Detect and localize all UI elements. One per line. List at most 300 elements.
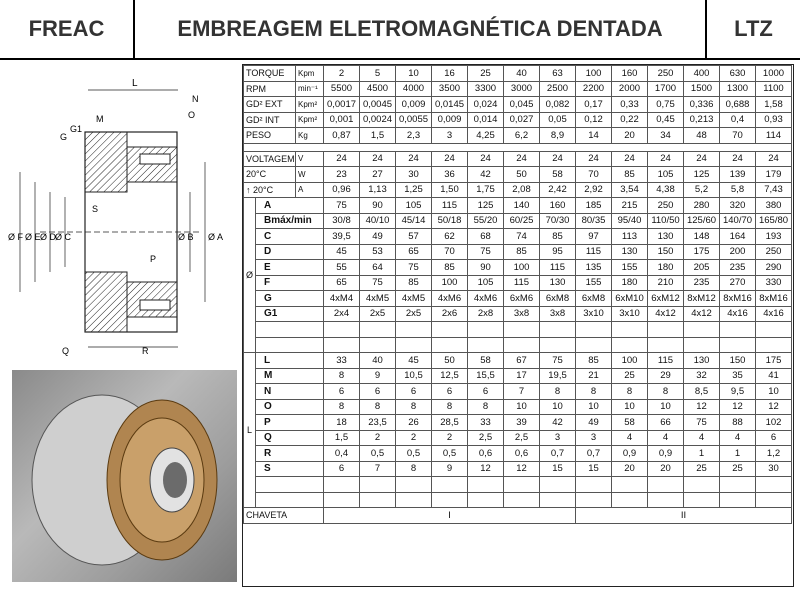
length-value: 4 xyxy=(684,430,720,446)
length-value: 6 xyxy=(756,430,792,446)
electrical-value: 70 xyxy=(576,167,612,183)
spec-label: PESO xyxy=(244,128,296,144)
diameter-value: 49 xyxy=(360,229,396,245)
length-value: 0,7 xyxy=(540,446,576,462)
dim-Q: Q xyxy=(62,346,70,356)
diameter-value: 135 xyxy=(576,260,612,276)
diameter-value: 64 xyxy=(360,260,396,276)
diameter-value: 105 xyxy=(468,275,504,291)
spec-value: 0,336 xyxy=(684,97,720,113)
length-value: 18 xyxy=(324,415,360,431)
length-value: 15 xyxy=(576,461,612,477)
diameter-value: 185 xyxy=(576,198,612,214)
length-value: 12 xyxy=(720,399,756,415)
length-value: 8 xyxy=(540,384,576,400)
length-value: 88 xyxy=(720,415,756,431)
spec-unit: Kpm² xyxy=(296,97,324,113)
length-label: M xyxy=(256,368,324,384)
electrical-value: 36 xyxy=(432,167,468,183)
length-value: 20 xyxy=(612,461,648,477)
diameter-value: 330 xyxy=(756,275,792,291)
spec-value: 70 xyxy=(720,128,756,144)
length-value: 2,5 xyxy=(468,430,504,446)
spec-value: 2200 xyxy=(576,81,612,97)
length-value: 6 xyxy=(468,384,504,400)
dim-F: Ø F xyxy=(8,232,23,242)
blank-cell xyxy=(540,337,576,353)
blank-cell xyxy=(396,477,432,493)
length-value: 3 xyxy=(576,430,612,446)
spec-value: 0,027 xyxy=(504,112,540,128)
length-value: 42 xyxy=(540,415,576,431)
spec-value: 20 xyxy=(612,128,648,144)
diameter-value: 130 xyxy=(540,275,576,291)
diameter-label: E xyxy=(256,260,324,276)
diameter-value: 6xM8 xyxy=(540,291,576,307)
spec-value: 3000 xyxy=(504,81,540,97)
diameter-label: F xyxy=(256,275,324,291)
table-row xyxy=(244,275,792,291)
dim-E: Ø E xyxy=(25,232,41,242)
diameter-value: 40/10 xyxy=(360,213,396,229)
length-value: 100 xyxy=(612,353,648,369)
blank-cell xyxy=(540,322,576,338)
blank-cell xyxy=(468,492,504,508)
blank-cell xyxy=(648,492,684,508)
diameter-value: 85 xyxy=(504,244,540,260)
length-value: 8 xyxy=(648,384,684,400)
length-label: R xyxy=(256,446,324,462)
diameter-value: 97 xyxy=(576,229,612,245)
electrical-value: 125 xyxy=(684,167,720,183)
diameter-value: 60/25 xyxy=(504,213,540,229)
length-value: 8,5 xyxy=(684,384,720,400)
electrical-value: 5,8 xyxy=(720,182,756,198)
torque-value: 25 xyxy=(468,66,504,82)
electrical-value: 7,43 xyxy=(756,182,792,198)
electrical-value: 24 xyxy=(720,151,756,167)
table-row xyxy=(244,446,792,462)
brand-name: FREAC xyxy=(0,0,135,58)
blank-cell xyxy=(468,477,504,493)
diameter-value: 105 xyxy=(396,198,432,214)
spec-value: 34 xyxy=(648,128,684,144)
diameter-value: 2x4 xyxy=(324,306,360,322)
table-row xyxy=(244,492,792,508)
spec-value: 0,688 xyxy=(720,97,756,113)
length-value: 12 xyxy=(468,461,504,477)
length-value: 23,5 xyxy=(360,415,396,431)
blank-cell xyxy=(720,337,756,353)
length-value: 25 xyxy=(720,461,756,477)
electrical-value: 24 xyxy=(648,151,684,167)
blank-cell xyxy=(756,477,792,493)
dim-B: Ø B xyxy=(178,232,194,242)
diameter-value: 75 xyxy=(468,244,504,260)
spec-value: 2,3 xyxy=(396,128,432,144)
length-value: 10 xyxy=(648,399,684,415)
diameter-value: 235 xyxy=(720,260,756,276)
length-value: 85 xyxy=(576,353,612,369)
length-value: 10 xyxy=(612,399,648,415)
blank-cell xyxy=(756,492,792,508)
diameter-value: 113 xyxy=(612,229,648,245)
blank-cell xyxy=(324,492,360,508)
diameter-value: 6xM6 xyxy=(504,291,540,307)
length-value: 12 xyxy=(756,399,792,415)
length-label: L xyxy=(256,353,324,369)
length-value: 25 xyxy=(684,461,720,477)
table-row xyxy=(244,477,792,493)
electrical-value: 50 xyxy=(504,167,540,183)
electrical-label: ↑ 20°C xyxy=(244,182,296,198)
length-value: 0,6 xyxy=(468,446,504,462)
spec-value: 0,4 xyxy=(720,112,756,128)
electrical-value: 24 xyxy=(360,151,396,167)
length-value: 115 xyxy=(648,353,684,369)
diameter-value: 180 xyxy=(612,275,648,291)
spec-unit: Kg xyxy=(296,128,324,144)
spec-table xyxy=(242,64,794,587)
length-value: 9 xyxy=(360,368,396,384)
length-value: 8 xyxy=(432,399,468,415)
length-value: 1,2 xyxy=(756,446,792,462)
blank-cell xyxy=(256,492,324,508)
chaveta-label: CHAVETA xyxy=(244,508,324,524)
spec-label: GD² EXT xyxy=(244,97,296,113)
spec-value: 0,0145 xyxy=(432,97,468,113)
blank-cell xyxy=(504,337,540,353)
torque-value: 400 xyxy=(684,66,720,82)
blank-cell xyxy=(432,492,468,508)
chaveta-type-1: I xyxy=(324,508,576,524)
diameter-value: 50/18 xyxy=(432,213,468,229)
table-row xyxy=(244,306,792,322)
length-value: 2 xyxy=(360,430,396,446)
length-value: 67 xyxy=(504,353,540,369)
length-value: 40 xyxy=(360,353,396,369)
length-value: 2,5 xyxy=(504,430,540,446)
blank-cell xyxy=(396,322,432,338)
length-value: 39 xyxy=(504,415,540,431)
electrical-unit: W xyxy=(296,167,324,183)
diameter-value: 57 xyxy=(396,229,432,245)
diameter-value: 65 xyxy=(324,275,360,291)
spec-value: 1500 xyxy=(684,81,720,97)
diameter-value: 100 xyxy=(432,275,468,291)
length-value: 75 xyxy=(540,353,576,369)
diameter-value: 70/30 xyxy=(540,213,576,229)
length-value: 35 xyxy=(720,368,756,384)
length-value: 6 xyxy=(360,384,396,400)
electrical-value: 5,2 xyxy=(684,182,720,198)
spec-value: 0,87 xyxy=(324,128,360,144)
blank-cell xyxy=(612,322,648,338)
length-value: 0,5 xyxy=(396,446,432,462)
diameter-value: 53 xyxy=(360,244,396,260)
length-value: 10 xyxy=(576,399,612,415)
length-value: 7 xyxy=(504,384,540,400)
blank-cell xyxy=(648,477,684,493)
spec-grid xyxy=(243,65,792,524)
spec-value: 8,9 xyxy=(540,128,576,144)
length-value: 20 xyxy=(648,461,684,477)
diameter-value: 2x8 xyxy=(468,306,504,322)
spec-value: 0,45 xyxy=(648,112,684,128)
length-value: 33 xyxy=(324,353,360,369)
electrical-value: 23 xyxy=(324,167,360,183)
length-value: 50 xyxy=(432,353,468,369)
table-row xyxy=(244,198,792,214)
torque-value: 250 xyxy=(648,66,684,82)
blank-cell xyxy=(540,492,576,508)
electrical-value: 58 xyxy=(540,167,576,183)
electrical-value: 30 xyxy=(396,167,432,183)
length-value: 58 xyxy=(468,353,504,369)
diameter-value: 3x10 xyxy=(576,306,612,322)
length-value: 12 xyxy=(684,399,720,415)
diameter-value: 148 xyxy=(684,229,720,245)
diameter-value: 235 xyxy=(684,275,720,291)
diameter-value: 6xM10 xyxy=(612,291,648,307)
length-value: 1,5 xyxy=(324,430,360,446)
diameter-value: 4x12 xyxy=(648,306,684,322)
diameter-value: 95 xyxy=(540,244,576,260)
spec-value: 48 xyxy=(684,128,720,144)
blank-cell xyxy=(648,337,684,353)
diameter-value: 90 xyxy=(468,260,504,276)
length-value: 6 xyxy=(396,384,432,400)
length-value: 6 xyxy=(324,384,360,400)
length-value: 8 xyxy=(324,368,360,384)
diameter-value: 125 xyxy=(468,198,504,214)
table-row xyxy=(244,128,792,144)
electrical-value: 2,08 xyxy=(504,182,540,198)
dim-O: O xyxy=(188,110,196,120)
length-value: 45 xyxy=(396,353,432,369)
length-value: 33 xyxy=(468,415,504,431)
electrical-value: 105 xyxy=(648,167,684,183)
blank-cell xyxy=(324,337,360,353)
length-value: 28,5 xyxy=(432,415,468,431)
diameter-value: 180 xyxy=(648,260,684,276)
spec-value: 4,25 xyxy=(468,128,504,144)
spec-value: 0,93 xyxy=(756,112,792,128)
diameter-value: 155 xyxy=(576,275,612,291)
blank-cell xyxy=(756,337,792,353)
diameter-value: 115 xyxy=(540,260,576,276)
torque-value: 1000 xyxy=(756,66,792,82)
diameter-value: 2x6 xyxy=(432,306,468,322)
length-value: 12 xyxy=(504,461,540,477)
length-value: 1 xyxy=(684,446,720,462)
length-label: P xyxy=(256,415,324,431)
length-value: 8 xyxy=(396,461,432,477)
diameter-value: 30/8 xyxy=(324,213,360,229)
diameter-value: 74 xyxy=(504,229,540,245)
electrical-value: 2,42 xyxy=(540,182,576,198)
length-value: 58 xyxy=(612,415,648,431)
diameter-label: C xyxy=(256,229,324,245)
diameter-value: 2x5 xyxy=(360,306,396,322)
electrical-unit: A xyxy=(296,182,324,198)
torque-value: 100 xyxy=(576,66,612,82)
blank-cell xyxy=(504,322,540,338)
torque-value: 10 xyxy=(396,66,432,82)
diameter-value: 125/60 xyxy=(684,213,720,229)
spec-value: 3300 xyxy=(468,81,504,97)
diameter-value: 4xM6 xyxy=(468,291,504,307)
diameter-value: 380 xyxy=(756,198,792,214)
blank-cell xyxy=(684,492,720,508)
torque-unit: Kpm xyxy=(296,66,324,82)
diameter-value: 270 xyxy=(720,275,756,291)
diameter-value: 155 xyxy=(612,260,648,276)
length-value: 0,9 xyxy=(612,446,648,462)
spec-value: 0,0024 xyxy=(360,112,396,128)
blank-cell xyxy=(360,322,396,338)
blank-cell xyxy=(468,337,504,353)
torque-value: 63 xyxy=(540,66,576,82)
spec-unit: Kpm² xyxy=(296,112,324,128)
diameter-value: 3x8 xyxy=(540,306,576,322)
diameter-value: 68 xyxy=(468,229,504,245)
length-value: 2 xyxy=(432,430,468,446)
electrical-value: 24 xyxy=(684,151,720,167)
spec-value: 1,5 xyxy=(360,128,396,144)
spec-value: 1100 xyxy=(756,81,792,97)
spec-value: 0,045 xyxy=(504,97,540,113)
diameter-value: 110/50 xyxy=(648,213,684,229)
electrical-value: 42 xyxy=(468,167,504,183)
diameter-value: 45/14 xyxy=(396,213,432,229)
spec-value: 3 xyxy=(432,128,468,144)
blank-cell xyxy=(576,477,612,493)
length-value: 8 xyxy=(324,399,360,415)
electrical-unit: V xyxy=(296,151,324,167)
dim-G: G xyxy=(60,132,68,142)
diameter-value: 2x5 xyxy=(396,306,432,322)
spec-value: 0,0017 xyxy=(324,97,360,113)
table-gap xyxy=(244,143,792,151)
diameter-value: 80/35 xyxy=(576,213,612,229)
length-value: 8 xyxy=(468,399,504,415)
dim-P: P xyxy=(150,254,157,264)
electrical-value: 3,54 xyxy=(612,182,648,198)
length-value: 21 xyxy=(576,368,612,384)
blank-cell xyxy=(684,337,720,353)
length-value: 0,4 xyxy=(324,446,360,462)
table-row xyxy=(244,291,792,307)
blank-cell xyxy=(576,492,612,508)
electrical-value: 1,75 xyxy=(468,182,504,198)
header xyxy=(0,0,800,60)
diameter-value: 85 xyxy=(540,229,576,245)
diameter-value: 39,5 xyxy=(324,229,360,245)
diameter-value: 250 xyxy=(756,244,792,260)
length-value: 8 xyxy=(612,384,648,400)
length-value: 175 xyxy=(756,353,792,369)
length-value: 4 xyxy=(648,430,684,446)
diameter-value: 4x12 xyxy=(684,306,720,322)
dim-L: L xyxy=(132,78,138,89)
electrical-value: 4,38 xyxy=(648,182,684,198)
electrical-value: 139 xyxy=(720,167,756,183)
diameter-value: 115 xyxy=(432,198,468,214)
dim-D: Ø D xyxy=(40,232,57,242)
blank-cell xyxy=(684,477,720,493)
table-row xyxy=(244,151,792,167)
blank-cell xyxy=(648,322,684,338)
electrical-value: 24 xyxy=(468,151,504,167)
length-label: O xyxy=(256,399,324,415)
diameter-value: 150 xyxy=(648,244,684,260)
length-value: 0,7 xyxy=(576,446,612,462)
blank-cell xyxy=(256,322,324,338)
spec-value: 4500 xyxy=(360,81,396,97)
blank-cell xyxy=(360,492,396,508)
dim-M: M xyxy=(96,114,104,124)
spec-value: 0,009 xyxy=(432,112,468,128)
diameter-label: D xyxy=(256,244,324,260)
blank-cell xyxy=(612,337,648,353)
diameter-value: 75 xyxy=(360,275,396,291)
diameter-value: 8xM12 xyxy=(684,291,720,307)
table-row xyxy=(244,415,792,431)
length-value: 3 xyxy=(540,430,576,446)
electrical-value: 1,13 xyxy=(360,182,396,198)
diameter-value: 3x10 xyxy=(612,306,648,322)
dim-R: R xyxy=(142,346,149,356)
length-value: 32 xyxy=(684,368,720,384)
electrical-label: VOLTAGEM xyxy=(244,151,296,167)
length-value: 49 xyxy=(576,415,612,431)
gap-cell xyxy=(244,143,792,151)
table-row xyxy=(244,399,792,415)
diameter-value: 6xM12 xyxy=(648,291,684,307)
diameter-value: 193 xyxy=(756,229,792,245)
electrical-value: 24 xyxy=(396,151,432,167)
length-value: 6 xyxy=(324,461,360,477)
blank-cell xyxy=(468,322,504,338)
torque-value: 40 xyxy=(504,66,540,82)
length-value: 10 xyxy=(504,399,540,415)
page-title: EMBREAGEM ELETROMAGNÉTICA DENTADA xyxy=(135,0,707,58)
diameter-label: G1 xyxy=(256,306,324,322)
diameter-value: 140 xyxy=(504,198,540,214)
length-value: 66 xyxy=(648,415,684,431)
blank-cell xyxy=(396,492,432,508)
spec-value: 6,2 xyxy=(504,128,540,144)
length-value: 15,5 xyxy=(468,368,504,384)
blank-cell xyxy=(504,477,540,493)
diameter-value: 130 xyxy=(648,229,684,245)
diameter-value: 4x16 xyxy=(720,306,756,322)
diameter-label: G xyxy=(256,291,324,307)
diameter-value: 164 xyxy=(720,229,756,245)
diameter-value: 75 xyxy=(396,260,432,276)
spec-value: 1,58 xyxy=(756,97,792,113)
length-value: 6 xyxy=(432,384,468,400)
blank-cell xyxy=(324,477,360,493)
length-value: 102 xyxy=(756,415,792,431)
diameter-value: 90 xyxy=(360,198,396,214)
diameter-value: 200 xyxy=(720,244,756,260)
length-value: 15 xyxy=(540,461,576,477)
length-value: 30 xyxy=(756,461,792,477)
length-value: 9,5 xyxy=(720,384,756,400)
blank-cell xyxy=(256,477,324,493)
